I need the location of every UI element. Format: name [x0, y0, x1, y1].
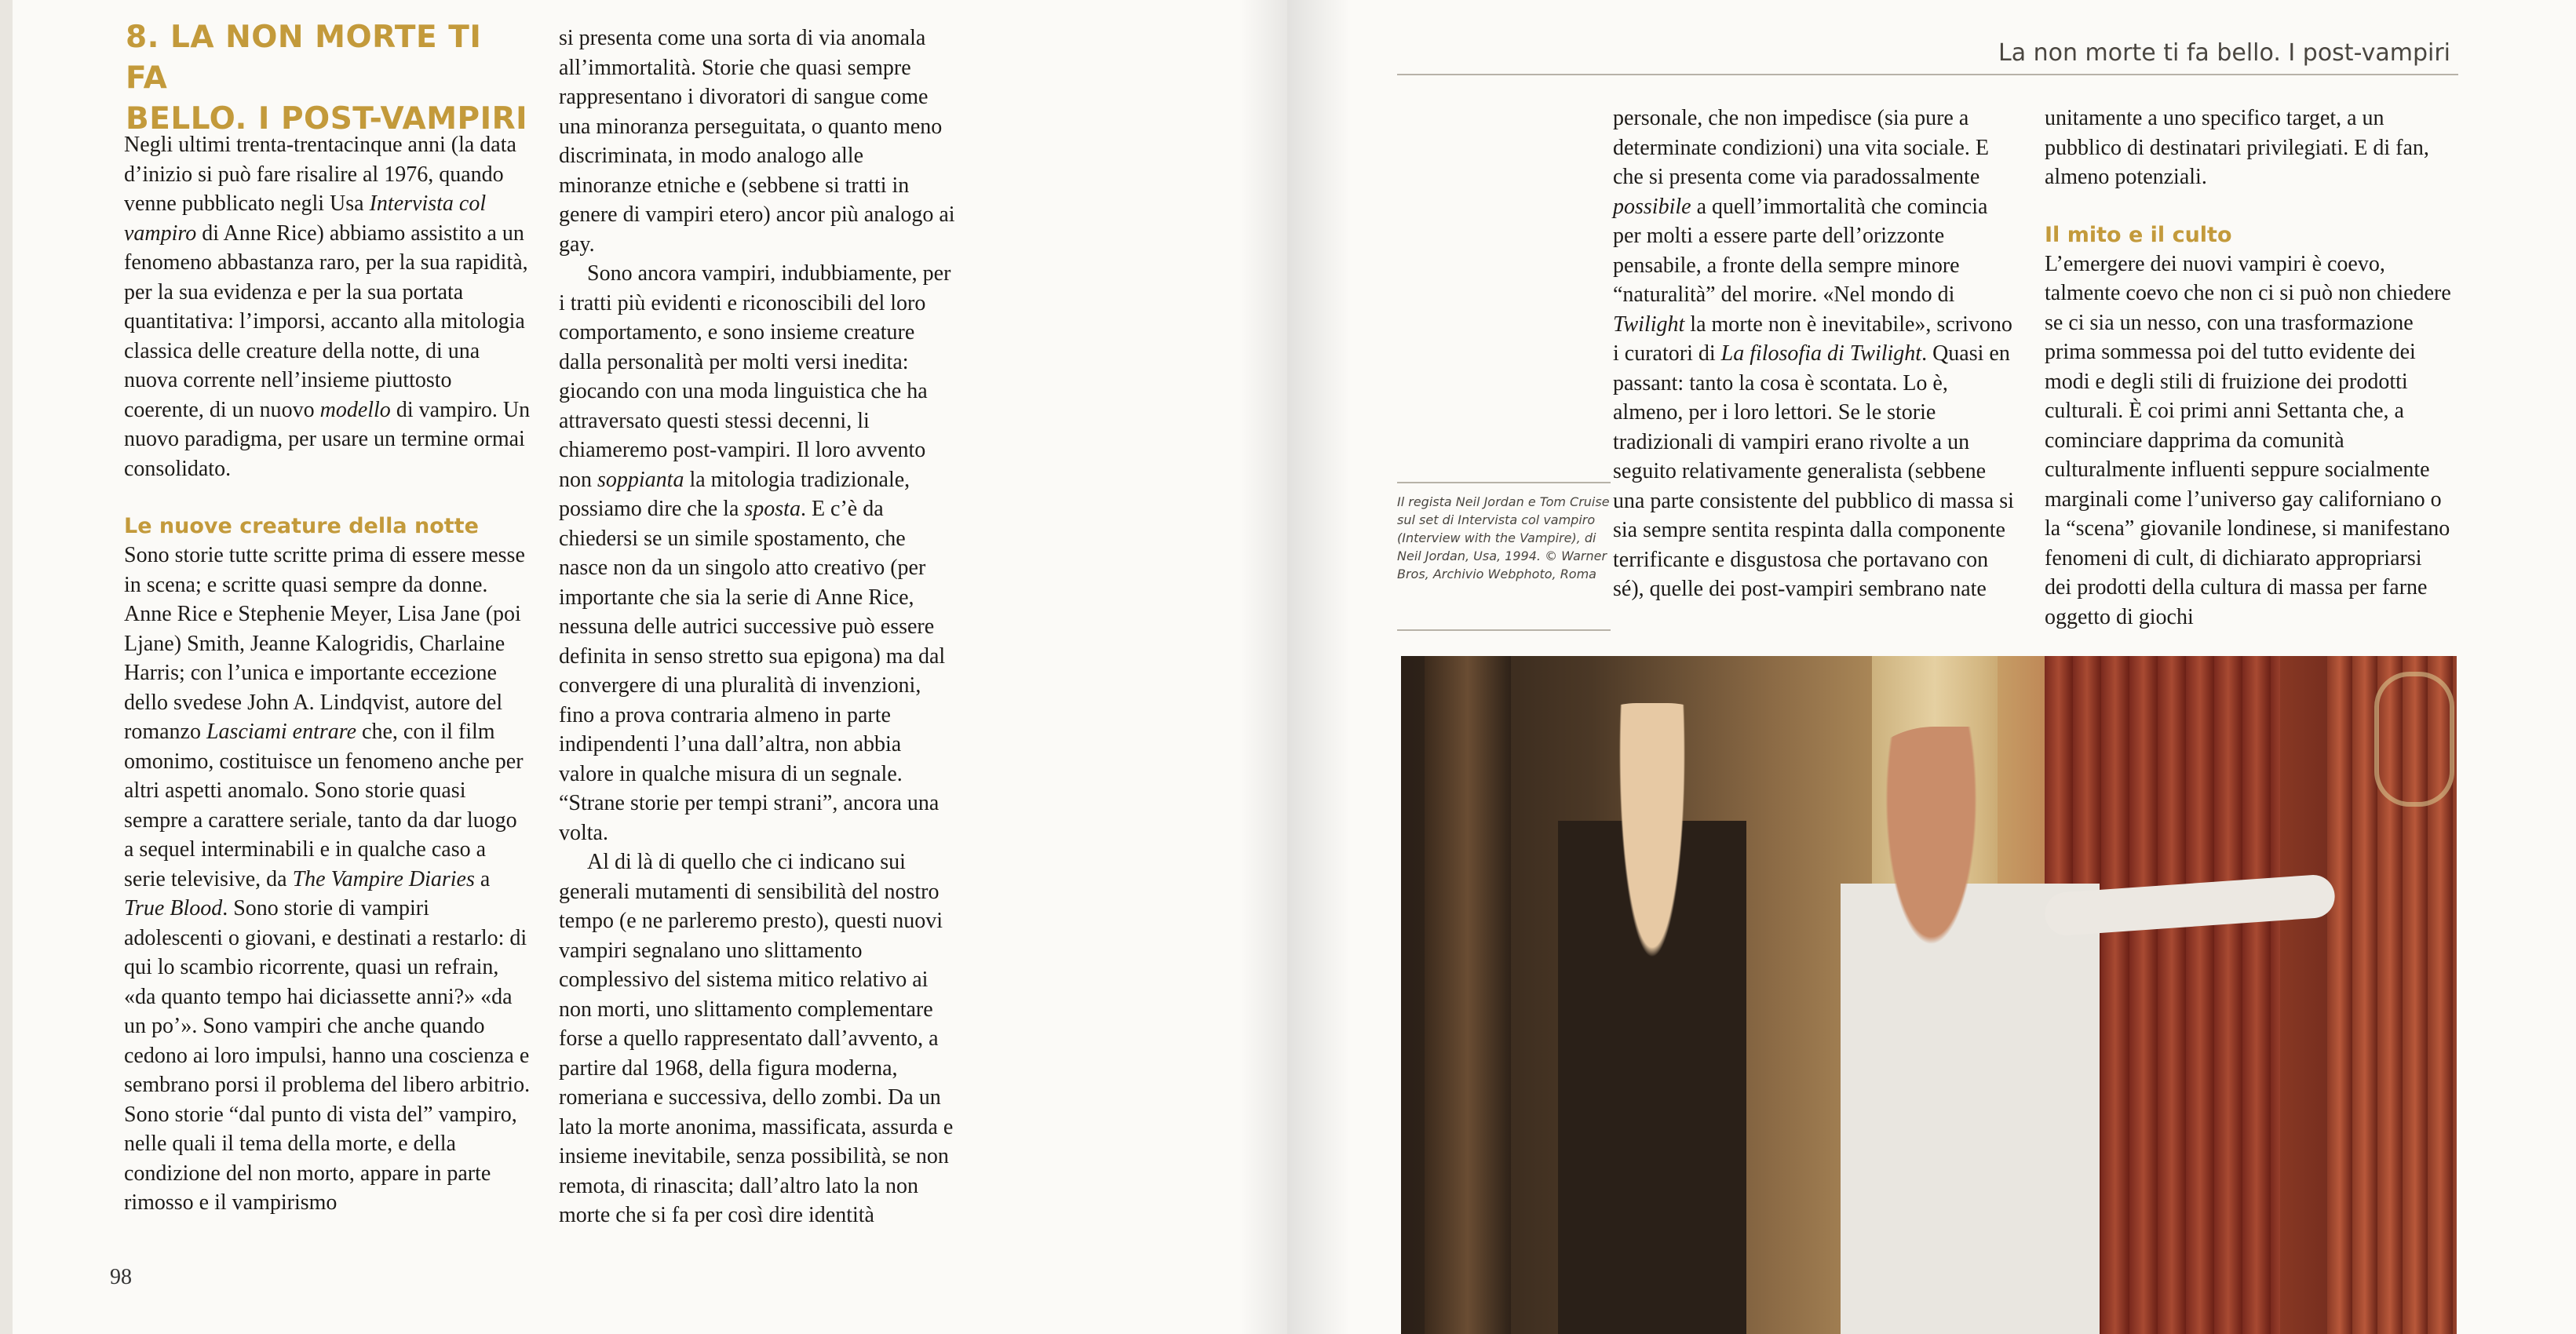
right-column-2 [2045, 104, 2453, 632]
paragraph-post-vampiri: Sono ancora vampiri, indubbiamente, per i tratti più evidenti e riconoscibili del loro comportamento, e sono insieme creature dalla personalità per molti versi inedita: giocando con una moda linguistica che ha attraversato questi stessi decenni, li chiameremo post-vampiri. Il loro avvento non soppianta la mitologia tradizionale, possiamo dire che la sposta. E c’è da chiedersi se un simile spostamento, che nasce non da un singolo atto creativo (per importante che sia la serie di Anne Rice, nessuna delle autrici successive può essere definita in senso stretto sua epigona) ma dal convergere di una pluralità di invenzioni, fino a prova contraria almeno in parte indipendenti l’una dall’altra, non abbia valore in qualche misura di un segnale. “Strane storie per tempi strani”, ancora una volta. [559, 261, 951, 845]
chapter-title-line2: BELLO. I POST-VAMPIRI [126, 101, 528, 137]
paragraph-storie: Sono storie tutte scritte prima di essere messe in scena; e scritte quasi sempre da donne. Anne Rice e Stephenie Meyer, Lisa Jane (poi Ljane) Smith, Jeanne Kalogridis, Charlaine Harris; con l’unica e importante eccezione dello svedese John A. Lindqvist, autore del romanzo Lasciami entrare che, con il film omonimo, costituisce un fenomeno anche per altri aspetti anomalo. Sono storie quasi sempre a carattere seriale, tanto da dar luogo a sequel interminabili e in qualche caso a serie televisive, da The Vampire Diaries a True Blood. Sono storie di vampiri adolescenti o giovani, e destinati a restarlo: di qui lo scambio ricorrente, quasi un refrain, «da quanto tempo hai diciassette anni?» «da un po’». Sono vampiri che anche quando cedono ai loro impulsi, hanno una coscienza e sembrano porsi il problema del libero arbitrio. Sono storie “dal punto di vista del” vampiro, nelle quali il tema della morte, e della condizione del non morto, appare in parte rimosso e il vampirismo [124, 543, 531, 1215]
left-column-2 [559, 24, 958, 1230]
photo-door [1425, 656, 1511, 1334]
left-column-1 [124, 130, 532, 1218]
paragraph-intro: Negli ultimi trenta-trentacinque anni (la data d’inizio si può fare risalire al 1976, quando venne pubblicato negli Usa Intervista col vampiro di Anne Rice) abbiamo assistito a un fenomeno abbastanza raro, per la sua rapidità, per la sua evidenza e per la sua portata quantitativa: l’imporsi, accanto alla mitologia classica delle creature della notte, di una nuova corrente nell’insieme piuttosto coerente, di un nuovo modello di vampiro. Un nuovo paradigma, per usare un termine ormai consolidato. [124, 133, 531, 481]
chapter-title [126, 17, 534, 140]
caption-rule-bottom [1397, 629, 1611, 631]
photo-caption: Il regista Neil Jordan e Tom Cruise sul set di Intervista col vampiro (Interview with the Vampire), di Neil Jordan, Usa, 1994. © Warner Bros, Archivio Webphoto, Roma [1397, 494, 1610, 581]
paragraph-continuation: si presenta come una sorta di via anomala all’immortalità. Storie che quasi sempre rappresentano i divoratori di sangue come una minoranza perseguitata, o quanto meno discriminata, in modo analogo alle minoranze etniche e (sebbene si tratti in genere di vampiri etero) ancor più analogo ai gay. [559, 26, 955, 257]
paragraph-cult: L’emergere dei nuovi vampiri è coevo, talmente coevo che non ci si può non chiedere se ci sia un nesso, con una trasformazione prima sommessa poi del tutto evidente dei modi e degli stili di fruizione dei prodotti culturali. È coi primi anni Settanta che, a cominciare dapprima da comunità culturalmente influenti seppure socialmente marginali come l’universo gay californiano o la “scena” giovanile londinese, si manifestano fenomeni di cult, di dichiarato appropriarsi dei prodotti della cultura di massa per farne oggetto di giochi [2045, 251, 2451, 629]
caption-rule-top [1397, 482, 1611, 483]
gutter-shadow [1287, 0, 1350, 1334]
photo-chandelier [2374, 672, 2454, 807]
photo-actor-figure [1558, 703, 1746, 1334]
paragraph-personale: personale, che non impedisce (sia pure a determinate condizioni) una vita sociale. E che si presenta come via paradossalmente possibile a quell’immortalità che comincia per molti a essere parte dell’orizzonte pensabile, a fronte della sempre minore “naturalità” del morire. «Nel mondo di Twilight la morte non è inevitabile», scrivono i curatori di La filosofia di Twilight. Quasi en passant: tanto la cosa è scontata. Lo è, almeno, per i loro lettori. Se le storie tradizionali di vampiri erano rivolte a un seguito relativamente generalista (sebbene una parte consistente del pubblico di massa si sia sempre sentita respinta dalla componente terrificante e disgustosa che portavano con sé), quelle dei post-vampiri sembrano nate [1613, 106, 2014, 601]
paragraph-slittamento: Al di là di quello che ci indicano sui generali mutamenti di sensibilità del nostro tempo (e ne parleremo presto), questi nuovi vampiri segnalano uno slittamento complessivo del sistema mitico relativo ai non morti, uno slittamento complementare forse a quello rappresentato dall’avvento, a partire dal 1968, della figura moderna, romeriana e successiva, dello zombi. Da un lato la morte anonima, massificata, assurda e insieme inevitabile, senza possibilità, se non remota, di rinascita; dall’altro lato la non morte che si fa per così dire identità [559, 850, 954, 1227]
header-rule [1397, 74, 2458, 75]
paragraph-target: unitamente a uno specifico target, a un pubblico di destinatari privilegiati. E di fan, almeno potenziali. [2045, 106, 2429, 189]
film-set-photo [1401, 656, 2457, 1334]
left-page [0, 0, 1287, 1334]
page-number: 98 [110, 1265, 132, 1289]
right-column-1 [1613, 104, 2015, 604]
subhead-nuove-creature: Le nuove creature della notte [124, 514, 479, 538]
right-page [1287, 0, 2576, 1334]
subhead-mito-culto: Il mito e il culto [2045, 222, 2232, 247]
photo-director-figure [1841, 727, 2100, 1334]
chapter-title-line1: 8. LA NON MORTE TI FA [126, 20, 482, 96]
running-head: La non morte ti fa bello. I post-vampiri [1998, 39, 2450, 67]
gutter-shadow [1240, 0, 1287, 1334]
scan-edge [0, 0, 13, 1334]
